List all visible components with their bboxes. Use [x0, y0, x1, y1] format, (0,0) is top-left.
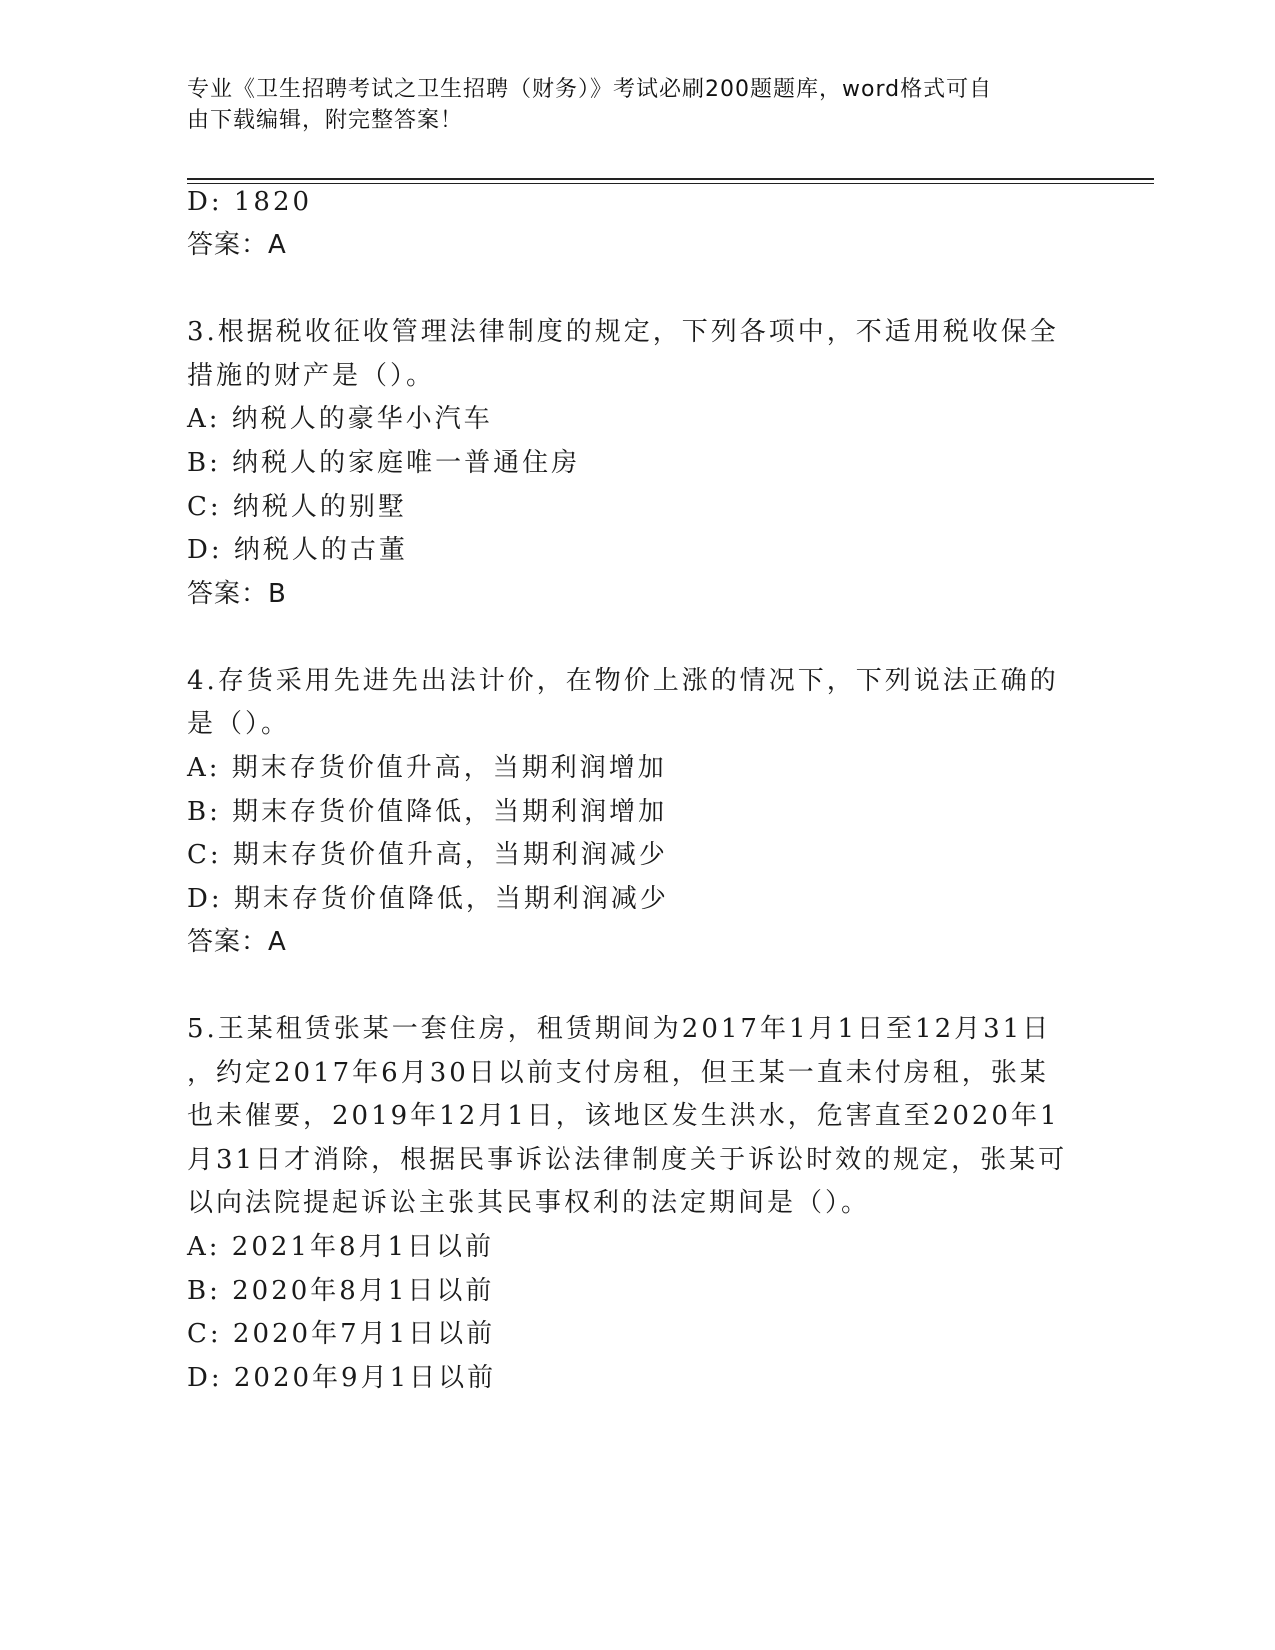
q4-option-d: D: 期末存货价值降低，当期利润减少	[187, 884, 669, 914]
q3-option-a: A: 纳税人的豪华小汽车	[187, 404, 493, 434]
header-divider-thin	[187, 183, 1154, 184]
q5-option-c: C: 2020年7月1日以前	[187, 1319, 496, 1349]
q4-stem-line-2: 是（）。	[187, 709, 291, 739]
q3-stem-line-1: 3.根据税收征收管理法律制度的规定，下列各项中，不适用税收保全	[187, 317, 1059, 347]
q3-answer: 答案：B	[187, 579, 287, 609]
q3-stem-line-2: 措施的财产是（）。	[187, 361, 436, 391]
q4-option-b: B: 期末存货价值降低，当期利润增加	[187, 797, 668, 827]
q5-stem-line-4: 月31日才消除，根据民事诉讼法律制度关于诉讼时效的规定，张某可	[187, 1145, 1068, 1175]
q5-stem-line-5: 以向法院提起诉讼主张其民事权利的法定期间是（）。	[187, 1188, 871, 1218]
q5-option-b: B: 2020年8月1日以前	[187, 1276, 495, 1306]
q3-option-d: D: 纳税人的古董	[187, 535, 408, 565]
q4-stem-line-1: 4.存货采用先进先出法计价，在物价上涨的情况下，下列说法正确的	[187, 666, 1059, 696]
q4-option-c: C: 期末存货价值升高，当期利润减少	[187, 840, 668, 870]
q2-answer: 答案：A	[187, 230, 287, 260]
q2-option-d: D: 1820	[187, 187, 313, 217]
q5-option-d: D: 2020年9月1日以前	[187, 1363, 497, 1393]
q3-option-c: C: 纳税人的别墅	[187, 492, 407, 522]
q3-option-b: B: 纳税人的家庭唯一普通住房	[187, 448, 581, 478]
document-header	[187, 74, 1057, 136]
header-divider-thick	[187, 178, 1154, 180]
q5-stem-line-3: 也未催要，2019年12月1日，该地区发生洪水，危害直至2020年1	[187, 1101, 1060, 1131]
q5-option-a: A: 2021年8月1日以前	[187, 1232, 495, 1262]
q5-stem-line-1: 5.王某租赁张某一套住房，租赁期间为2017年1月1日至12月31日	[187, 1014, 1052, 1044]
q4-answer: 答案：A	[187, 927, 287, 957]
q5-stem-line-2: ，约定2017年6月30日以前支付房租，但王某一直未付房租，张某	[187, 1058, 1049, 1088]
header-title-line-1: 专业《卫生招聘考试之卫生招聘（财务）》考试必刷200题题库，word格式可自	[187, 77, 993, 102]
header-title-line-2: 由下载编辑，附完整答案！	[187, 108, 464, 133]
q4-option-a: A: 期末存货价值升高，当期利润增加	[187, 753, 667, 783]
